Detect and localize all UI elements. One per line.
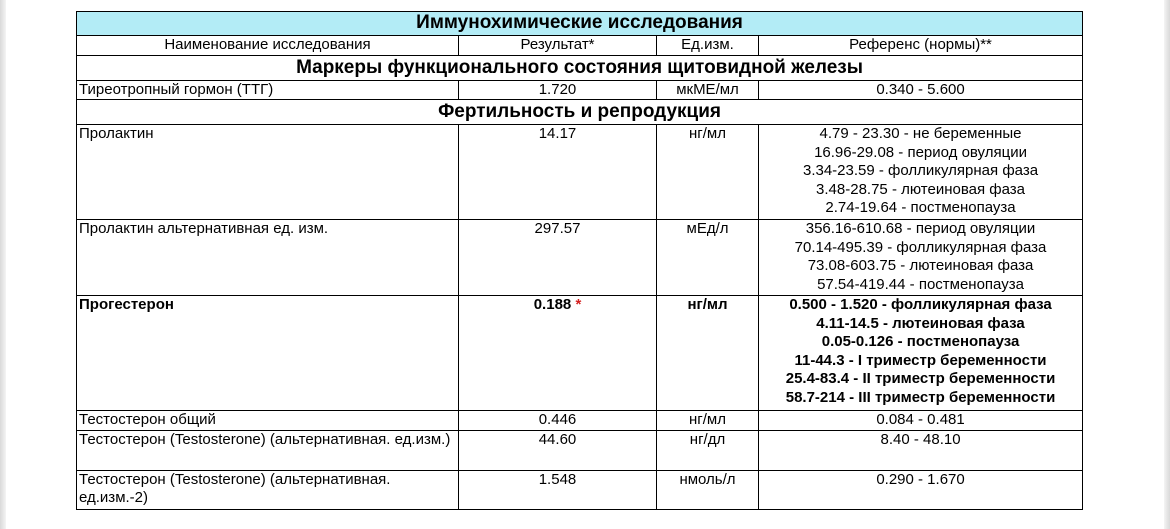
reference-line: 70.14-495.39 - фолликулярная фаза [794,238,1047,256]
result-value: 297.57 [534,220,581,237]
result-value: 44.60 [538,430,577,448]
test-name: Тестостерон (Testosterone) (альтернативная. ед.изм.-2) [77,470,459,509]
page-edge-right [1164,0,1170,529]
test-result [459,296,657,411]
table-row [77,430,1083,470]
page-edge-left [0,0,6,529]
test-reference [759,430,1083,470]
test-unit: нг/мл [657,411,759,431]
reference-line: 11-44.3 - I триместр беременности [794,351,1047,369]
test-unit: нг/мл [657,125,759,220]
reference-line: 0.084 - 0.481 [876,411,965,428]
reference-line: 25.4-83.4 - II триместр беременности [785,370,1056,387]
reference-line: 0.05-0.126 - постменопауза [821,333,1020,350]
table-row [77,411,1083,431]
header-unit: Ед.изм. [657,36,759,56]
reference-line: 0.340 - 5.600 [876,80,965,98]
result-value: 0.188 [533,296,572,313]
reference-line: 0.290 - 1.670 [876,470,965,488]
header-name: Наименование исследования [77,36,459,56]
reference-line: 58.7-214 - III триместр беременности [785,388,1056,406]
section-title-row [77,100,1083,125]
result-value: 1.548 [538,470,577,488]
test-reference [759,296,1083,411]
header-reference: Референс (нормы)** [759,36,1083,56]
test-name: Пролактин альтернативная ед. изм. [77,220,459,296]
reference-line: 2.74-19.64 - постменопауза [825,199,1016,216]
section-title-row [77,55,1083,80]
test-name: Пролактин [77,125,459,220]
test-unit: нмоль/л [657,470,759,509]
test-reference [759,220,1083,296]
header-result: Результат* [459,36,657,56]
reference-line: 4.11-14.5 - лютеиновая фаза [816,314,1025,332]
abnormal-flag: * [575,296,582,313]
table-title-row [77,12,1083,36]
test-result [459,80,657,100]
table-row [77,125,1083,220]
test-name: Тиреотропный гормон (ТТГ) [77,80,459,100]
test-reference [759,470,1083,509]
test-unit: мкМЕ/мл [657,80,759,100]
table-row-flagged [77,296,1083,411]
immunochemistry-results-table [76,11,1083,510]
test-result [459,220,657,296]
test-name: Прогестерон [77,296,459,411]
reference-line: 4.79 - 23.30 - не беременные [819,125,1022,142]
test-unit: нг/дл [657,430,759,470]
section-title-fertility: Фертильность и репродукция [77,100,1083,125]
table-header-row [77,36,1083,56]
result-value: 14.17 [538,125,577,142]
table-row [77,220,1083,296]
test-reference [759,80,1083,100]
test-result [459,470,657,509]
table-row [77,80,1083,100]
reference-line: 57.54-419.44 - постменопауза [817,275,1024,293]
reference-line: 16.96-29.08 - период овуляции [814,143,1027,161]
test-result [459,411,657,431]
reference-line: 356.16-610.68 - период овуляции [805,220,1036,237]
result-value: 1.720 [538,80,577,98]
table-title: Иммунохимические исследования [77,12,1083,36]
reference-line: 73.08-603.75 - лютеиновая фаза [807,257,1034,274]
result-value: 0.446 [538,411,577,428]
test-name: Тестостерон (Testosterone) (альтернативная. ед.изм.) [77,430,459,470]
reference-line: 0.500 - 1.520 - фолликулярная фаза [789,296,1052,313]
test-result [459,125,657,220]
reference-line: 3.48-28.75 - лютеиновая фаза [816,180,1025,198]
section-title-thyroid: Маркеры функционального состояния щитовидной железы [77,55,1083,80]
reference-line: 8.40 - 48.10 [880,430,961,448]
table-row [77,470,1083,509]
test-name: Тестостерон общий [77,411,459,431]
reference-line: 3.34-23.59 - фолликулярная фаза [802,162,1039,179]
test-result [459,430,657,470]
test-reference [759,125,1083,220]
test-unit: мЕд/л [657,220,759,296]
test-reference [759,411,1083,431]
test-unit: нг/мл [657,296,759,411]
